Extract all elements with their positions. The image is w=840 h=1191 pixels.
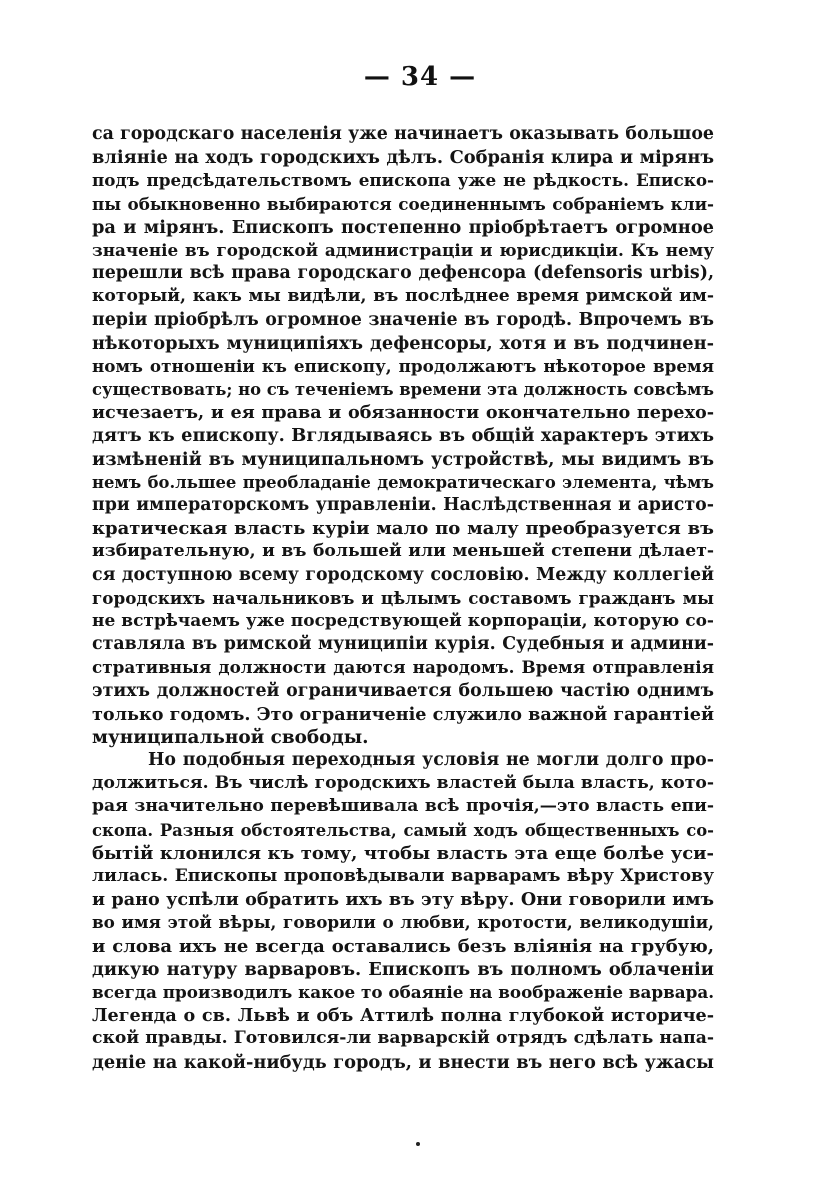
- text-line: и рано успѣли обратить ихъ въ эту вѣру. Они говорили имъ: [92, 889, 714, 911]
- text-line: лилась. Епископы проповѣдывали варварамъ вѣру Христову: [92, 866, 714, 886]
- text-line: Легенда о св. Львѣ и объ Аттилѣ полна глубокой историче-: [92, 1005, 714, 1027]
- text-line: бытій клонился къ тому, чтобы власть эта еще болѣе уси-: [92, 842, 714, 864]
- text-line: исчезаетъ, и ея права и обязанности окончательно перехо-: [92, 402, 714, 424]
- text-line: ской правды. Готовился-ли варварскій отрядъ сдѣлать напа-: [92, 1028, 714, 1049]
- body-text: [92, 123, 714, 1074]
- text-line: нѣкоторыхъ муниципіяхъ дефенсоры, хотя и въ подчинен-: [92, 332, 714, 354]
- text-line: дикую натуру варваровъ. Епископъ въ полномъ облаченіи: [92, 958, 714, 980]
- text-line: пы обыкновенно выбираются соединеннымъ собраніемъ кли-: [92, 193, 714, 214]
- text-line: немъ бо.льшее преобладаніе демократическаго элемента, чѣмъ: [92, 472, 714, 492]
- text-line: перешли всѣ права городскаго дефенсора (defensoris urbis),: [92, 263, 714, 284]
- text-line: кратическая власть куріи мало по малу преобразуется въ: [92, 518, 714, 540]
- text-line: ся доступною всему городскому сословію. Между коллегіей: [92, 564, 714, 585]
- text-line: во имя этой вѣры, говорили о любви, кротости, великодушіи,: [92, 912, 714, 933]
- text-line: скопа. Разныя обстоятельства, самый ходъ общественныхъ со-: [92, 820, 714, 840]
- text-line: не встрѣчаемъ уже посредствующей корпораціи, которую со-: [92, 610, 714, 631]
- text-line: измѣненій въ муниципальномъ устройствѣ, мы видимъ въ: [92, 448, 714, 470]
- text-line: при императорскомъ управленіи. Наслѣдственная и аристо-: [92, 495, 714, 515]
- text-line: номъ отношеніи къ епископу, продолжаютъ нѣкоторое время: [92, 355, 714, 376]
- text-line: только годомъ. Это ограниченіе служило важной гарантіей: [92, 703, 714, 725]
- text-line: дятъ къ епископу. Вглядываясь въ общій характеръ этихъ: [92, 425, 714, 447]
- text-line: деніе на какой-нибудь городъ, и внести въ него всѣ ужасы: [92, 1051, 714, 1073]
- text-line: существовать; но съ теченіемъ времени эта должность совсѣмъ: [92, 380, 714, 400]
- text-line: рая значительно перевѣшивала всѣ прочія,—это власть епи-: [92, 796, 714, 817]
- text-line: избирательную, и въ большей или меньшей степени дѣлает-: [92, 541, 714, 562]
- paragraph-end-line: муниципальной свободы.: [92, 726, 369, 748]
- text-line: подъ предсѣдательствомъ епископа уже не рѣдкость. Еписко-: [92, 170, 714, 191]
- text-line: городскихъ начальниковъ и цѣлымъ составомъ гражданъ мы: [92, 587, 714, 608]
- text-line: должиться. Въ числѣ городскихъ властей была власть, кото-: [92, 773, 714, 794]
- text-line: значеніе въ городской администраціи и юрисдикціи. Къ нему: [92, 239, 714, 260]
- text-line: и слова ихъ не всегда оставались безъ вліянія на грубую,: [92, 935, 714, 957]
- text-line: который, какъ мы видѣли, въ послѣднее время римской им-: [92, 286, 714, 307]
- text-line: са городскаго населенія уже начинаетъ оказывать большое: [92, 124, 714, 144]
- text-line: вліяніе на ходъ городскихъ дѣлъ. Собранія клира и мірянъ: [92, 147, 714, 169]
- page-number: — 34 —: [363, 62, 477, 92]
- text-line: стративныя должности даются народомъ. Время отправленія: [92, 657, 714, 678]
- text-line: періи пріобрѣлъ огромное значеніе въ городѣ. Впрочемъ въ: [92, 309, 714, 330]
- print-speck: [416, 1142, 420, 1146]
- text-line: ставляла въ римской муниципіи курія. Судебныя и админи-: [92, 634, 714, 655]
- paragraph-start-line: Но подобныя переходныя условія не могли долго про-: [148, 750, 714, 771]
- text-line: всегда производилъ какое то обаяніе на воображеніе варвара.: [92, 981, 714, 1002]
- text-line: ра и мірянъ. Епископъ постепенно пріобрѣтаетъ огромное: [92, 216, 714, 238]
- text-line: этихъ должностей ограничивается большею частію однимъ: [92, 680, 714, 701]
